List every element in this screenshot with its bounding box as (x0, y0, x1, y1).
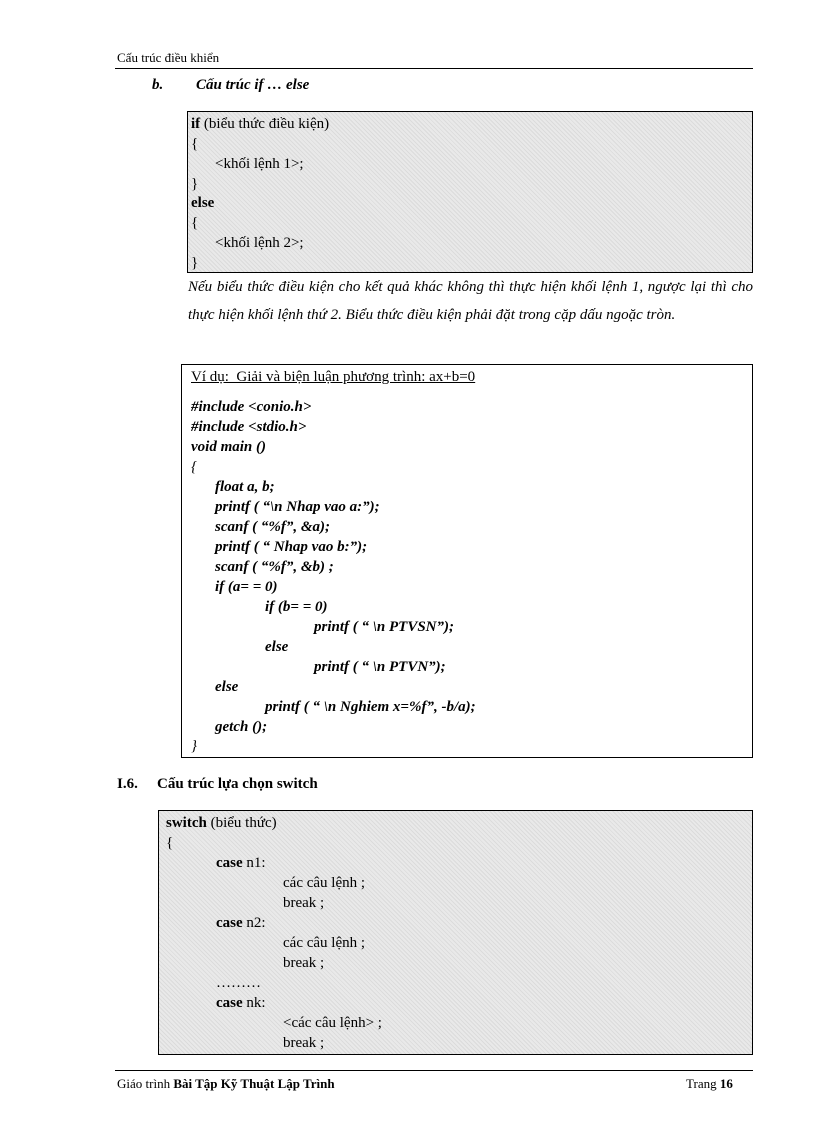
else-keyword: else (191, 195, 215, 211)
code-line: printf ( “\n Nhap vao a:”); (215, 499, 380, 515)
close-brace: } (191, 176, 199, 192)
switch-expression: (biểu thức) (206, 815, 277, 831)
syntax-if-line (191, 114, 329, 134)
section-16-number: I.6. (117, 776, 138, 792)
example-box (181, 364, 753, 758)
code-line: scanf ( “%f”, &a); (215, 519, 330, 535)
break-line: break ; (283, 1035, 325, 1051)
footer-prefix: Giáo trình (117, 1076, 174, 1091)
case-keyword: case (216, 995, 243, 1011)
open-brace: { (191, 215, 199, 231)
break-line: break ; (283, 955, 325, 971)
case-line (216, 993, 266, 1013)
section-16-title: Cấu trúc lựa chọn switch (157, 776, 318, 792)
ellipsis-line: ……… (216, 975, 261, 991)
section-16-heading (117, 776, 318, 793)
code-line: printf ( “ Nhap vao b:”); (215, 539, 368, 555)
footer-rule (115, 1070, 753, 1071)
block-1: <khối lệnh 1>; (215, 156, 304, 172)
statements-line: <các câu lệnh> ; (283, 1015, 382, 1031)
header-rule (115, 68, 753, 69)
case-label: n2: (242, 915, 266, 931)
open-brace: { (166, 835, 174, 851)
open-brace: { (191, 136, 199, 152)
code-line: if (a= = 0) (215, 579, 278, 595)
section-b-number: b. (152, 77, 164, 93)
example-title: Ví dụ: Giải và biện luận phương trình: ax+b=0 (191, 369, 476, 385)
if-condition: (biểu thức điều kiện) (200, 116, 330, 132)
page-label: Trang (686, 1076, 720, 1091)
code-line: if (b= = 0) (265, 599, 328, 615)
if-else-syntax-box (187, 111, 753, 273)
code-line: float a, b; (215, 479, 275, 495)
case-label: n1: (242, 855, 266, 871)
statements-line: các câu lệnh ; (283, 875, 366, 891)
case-keyword: case (216, 855, 243, 871)
code-line: printf ( “ \n PTVSN”); (314, 619, 455, 635)
code-line: else (215, 679, 239, 695)
code-line: #include <conio.h> (191, 399, 312, 415)
case-label: nk: (242, 995, 266, 1011)
case-line (216, 853, 266, 873)
statements-line: các câu lệnh ; (283, 935, 366, 951)
running-header: Cấu trúc điều khiển (117, 50, 220, 65)
code-line: printf ( “ \n Nghiem x=%f”, -b/a); (265, 699, 476, 715)
code-line: else (265, 639, 289, 655)
switch-keyword: switch (166, 815, 207, 831)
if-else-description: Nếu biểu thức điều kiện cho kết quả khác không thì thực hiện khối lệnh 1, ngược lại thì cho thực hiện khối lệnh thứ 2. Biểu thức điều kiện phải đặt trong cặp dấu ngoặc tròn. (188, 279, 753, 323)
code-line: #include <stdio.h> (191, 419, 307, 435)
break-line: break ; (283, 895, 325, 911)
code-line: } (191, 738, 197, 754)
code-line: { (191, 459, 197, 475)
section-b-heading (152, 77, 309, 94)
page-number (686, 1076, 733, 1092)
switch-line (166, 813, 277, 833)
block-2: <khối lệnh 2>; (215, 235, 304, 251)
case-line (216, 913, 266, 933)
section-b-title: Cấu trúc if … else (196, 77, 310, 93)
footer-book-name: Bài Tập Kỹ Thuật Lập Trình (173, 1076, 335, 1091)
code-line: printf ( “ \n PTVN”); (314, 659, 446, 675)
code-line: getch (); (215, 719, 268, 735)
if-keyword: if (191, 116, 201, 132)
case-keyword: case (216, 915, 243, 931)
code-line: scanf ( “%f”, &b) ; (215, 559, 334, 575)
code-line: void main () (191, 439, 266, 455)
page-number-value: 16 (719, 1076, 733, 1091)
footer-book-title (117, 1076, 335, 1092)
close-brace: } (191, 255, 199, 271)
switch-syntax-box (158, 810, 753, 1055)
